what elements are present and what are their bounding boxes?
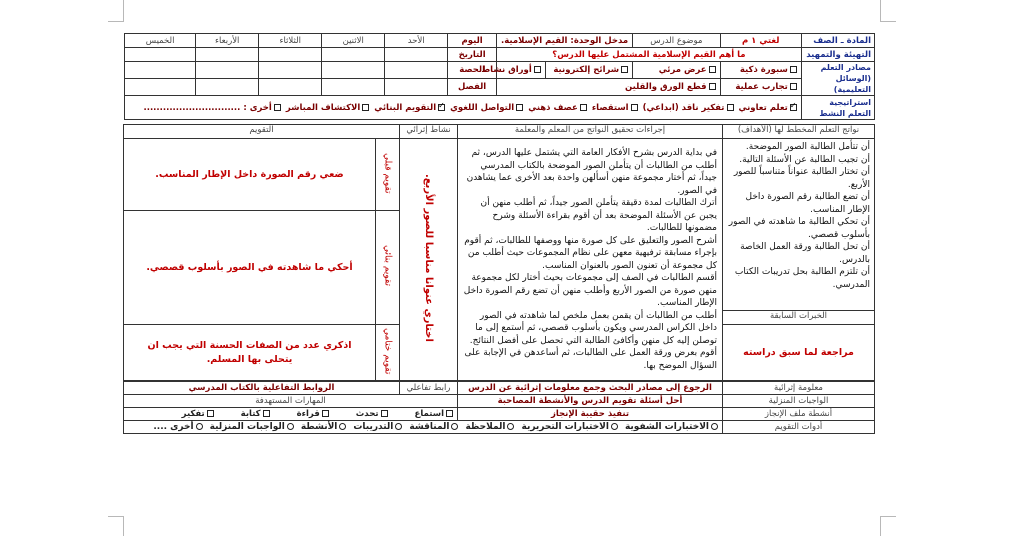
resource-item[interactable]: تجارب عملية xyxy=(720,79,801,96)
tool-option[interactable] xyxy=(301,422,348,432)
procedures-text xyxy=(458,139,723,381)
strategy-option[interactable] xyxy=(286,103,370,113)
strategy-label: التقويم البنائي xyxy=(374,102,437,113)
homework-label: الواجبات المنزلية xyxy=(723,395,875,408)
resource-item[interactable]: قطع الورق والقلين xyxy=(497,79,721,96)
checkbox-icon[interactable] xyxy=(790,83,797,90)
portfolio-label: أنشطة ملف الإنجاز xyxy=(723,408,875,421)
footer-table xyxy=(123,381,875,434)
skills-list xyxy=(124,408,458,421)
day-wednesday: الأربعاء xyxy=(196,34,259,48)
period-label: الحصة xyxy=(448,62,497,79)
strategies-list xyxy=(125,96,802,120)
tool-option[interactable] xyxy=(465,422,515,432)
subject-value: لغتي ١ م xyxy=(720,34,801,48)
evaluation-summative-text: اذكري عدد من الصفات الحسنة التي يجب ان يتحلى بها المسلم. xyxy=(123,325,375,381)
checkbox-icon[interactable] xyxy=(709,66,716,73)
period-cell[interactable] xyxy=(125,62,196,79)
checkbox-icon[interactable] xyxy=(790,66,797,73)
activity-cell xyxy=(400,139,458,381)
outcomes-line: أن تحل الطالبة ورقة العمل الخاصة بالدرس. xyxy=(740,242,870,265)
activity-header: نشاط إثرائي xyxy=(400,125,458,139)
date-cell[interactable] xyxy=(322,48,385,62)
strategy-option[interactable] xyxy=(592,103,639,113)
outcomes-line: أن تجيب الطالبة عن الأسئلة التالية. xyxy=(739,154,870,165)
tool-option[interactable] xyxy=(153,422,203,432)
tool-label: التدريبات xyxy=(353,422,394,432)
procedures-line: أقوم بعرض ورقة العمل على الطالبات، ثم أساعدهن في الإجابة على السؤال الموضح بها. xyxy=(464,348,717,371)
tool-label: الاختبارات الشفوية xyxy=(624,422,709,432)
checkbox-icon[interactable] xyxy=(446,410,453,417)
procedures-line: أطلب من الطالبات أن يقمن بعمل ملخص لما شاهدته في الصور داخل الكراس المدرسي ويكون بأسلوب قصصي، ثم أستمع إلى ما توصلن إليه كل منهن وأكافئ الطالبة التي تحصل على أفضل النتائج. xyxy=(469,310,717,346)
day-sunday: الأحد xyxy=(385,34,448,48)
radio-icon[interactable] xyxy=(287,423,294,430)
tool-label: الواجبات المنزلية xyxy=(209,422,285,432)
checkbox-icon[interactable] xyxy=(580,104,587,111)
class-label: الفصل xyxy=(448,79,497,96)
date-cell[interactable] xyxy=(196,48,259,62)
evaluation-type-pre: تقويم قبلي xyxy=(376,139,400,211)
strategies-label: استراتيجية التعلم النشط xyxy=(801,96,874,120)
strategy-label: تعلم تعاوني xyxy=(738,102,788,113)
skill-option[interactable] xyxy=(182,409,215,419)
class-cell[interactable] xyxy=(259,79,322,96)
tool-label: الاختبارات التحريرية xyxy=(521,422,609,432)
checkbox-icon[interactable] xyxy=(631,104,638,111)
class-cell[interactable] xyxy=(196,79,259,96)
lesson-plan-sheet xyxy=(124,33,875,434)
outcomes-header: نواتج التعلم المخطط لها (الأهداف) xyxy=(723,125,875,139)
procedures-line: أقسم الطالبات في الصف إلى مجموعات بحيث أختار لكل مجموعة منهن صورة من الصور الأربع وأطلب منهن أن تضع رقم الصورة داخل الإطار المناسب. xyxy=(463,273,717,308)
checkbox-icon[interactable] xyxy=(362,104,369,111)
radio-icon[interactable] xyxy=(451,423,458,430)
radio-icon[interactable] xyxy=(711,423,718,430)
checkbox-icon[interactable] xyxy=(709,83,716,90)
resource-item[interactable]: شرائح إلكترونية xyxy=(545,62,632,79)
radio-icon[interactable] xyxy=(339,423,346,430)
day-thursday: الخميس xyxy=(125,34,196,48)
date-cell[interactable] xyxy=(385,48,448,62)
strategy-option[interactable] xyxy=(528,103,588,113)
procedures-line: أترك الطالبات لمدة دقيقة يتأملن الصور جيداً، ثم أطلب منهن أن يجبن عن الأسئلة الموضحة بعد أن أقوم بقراءة الأسئلة وشرح مضمونها للطالبات. xyxy=(480,198,717,233)
skill-option[interactable] xyxy=(241,409,271,419)
tools-label: أدوات التقويم xyxy=(723,421,875,434)
margin-guide-left xyxy=(108,0,124,22)
intro-label: التهيئة والتمهيد xyxy=(801,48,874,62)
day-tuesday: الثلاثاء xyxy=(259,34,322,48)
tool-option[interactable] xyxy=(625,422,719,432)
skill-option[interactable] xyxy=(356,409,389,419)
resource-item[interactable]: عرض مرئي xyxy=(633,62,720,79)
skills-label: المهارات المستهدفة xyxy=(124,395,458,408)
checkbox-icon[interactable] xyxy=(534,66,541,73)
tools-list xyxy=(124,421,723,434)
outcomes-line: أن تحكي الطالبة ما شاهدته في الصور بأسلوب قصصي. xyxy=(728,217,870,240)
skill-label: تحدث xyxy=(355,409,379,419)
header-table xyxy=(124,33,875,120)
intro-value: ما أهم القيم الإسلامية المشتمل عليها الدرس؟ xyxy=(497,48,802,62)
period-cell[interactable] xyxy=(385,62,448,79)
day-label: اليوم xyxy=(448,34,497,48)
tool-option[interactable] xyxy=(521,422,618,432)
checked-box-icon[interactable] xyxy=(790,104,797,111)
radio-icon[interactable] xyxy=(507,423,514,430)
strategy-label: التواصل اللغوي xyxy=(450,102,515,113)
class-cell[interactable] xyxy=(125,79,196,96)
prior-knowledge-value: مراجعة لما سبق دراسته xyxy=(723,325,875,381)
tool-option[interactable] xyxy=(353,422,403,432)
checkbox-icon[interactable] xyxy=(621,66,628,73)
margin-guide-bottom-left xyxy=(108,516,124,536)
skill-option[interactable] xyxy=(297,409,330,419)
strategy-option[interactable] xyxy=(374,103,446,113)
skill-label: قراءة xyxy=(296,409,320,419)
strategy-label: تفكير ناقد (ابداعي) xyxy=(642,102,725,113)
tool-label: أخرى .... xyxy=(153,422,194,432)
tool-option[interactable] xyxy=(210,422,295,432)
topic-label: موضوع الدرس xyxy=(633,34,720,48)
homework-value: أحل أسئلة تقويم الدرس والأنشطة المصاحبة xyxy=(458,395,723,408)
evaluation-type-formative: تقويم بنائي xyxy=(376,211,400,325)
skill-label: استماع xyxy=(414,409,444,419)
class-cell[interactable] xyxy=(322,79,385,96)
tool-option[interactable] xyxy=(409,422,459,432)
period-cell[interactable] xyxy=(196,62,259,79)
evaluation-header: التقويم xyxy=(123,125,399,139)
checkbox-icon[interactable] xyxy=(727,104,734,111)
outcomes-list xyxy=(727,141,870,291)
outcomes-text xyxy=(723,139,875,311)
date-label: التاريخ xyxy=(448,48,497,62)
tool-label: المناقشة xyxy=(409,422,450,432)
outcomes-line: أن تختار الطالبة عنواناً متناسباً للصور الأربع. xyxy=(733,167,870,190)
strategy-label: استقصاء xyxy=(591,102,629,113)
strategy-option[interactable] xyxy=(739,103,798,113)
resource-item[interactable]: سبورة ذكية xyxy=(720,62,801,79)
procedures-line: أشرح الصور والتعليق على كل صورة منها ووصفها للطالبات، ثم أقوم بإجراء مسابقة ترفيهية معهن على نظام المجموعات حيث أطلب من كل مجموعة أن تعنون الصور بالعنوان المناسب. xyxy=(464,235,717,271)
strategy-option[interactable] xyxy=(643,103,735,113)
strategy-label: أخرى : .............................. xyxy=(143,102,272,113)
evaluation-type-summative: تقويم ختامي xyxy=(376,325,400,381)
period-cell[interactable] xyxy=(259,62,322,79)
radio-icon[interactable] xyxy=(395,423,402,430)
checkbox-icon[interactable] xyxy=(516,104,523,111)
link-label: رابط تفاعلي xyxy=(400,382,458,395)
outcomes-line: أن تضع الطالبة رقم الصورة داخل الإطار المناسب. xyxy=(745,192,870,215)
lesson-body-table xyxy=(123,124,875,381)
subject-label: المادة ـ الصف xyxy=(801,34,874,48)
procedures-line: في بداية الدرس بشرح الأفكار العامة التي يشتمل عليها الدرس، ثم أطلب من الطالبات أن يتأملن الصور الموضحة بالكتاب المدرسي جيداً، ثم أختار مجموعة منهن أسألهن واحدة بعد الأخرى عما يشاهدن في الصور. xyxy=(466,148,717,196)
resources-label: مصادر التعلم (الوسائل التعليمية) xyxy=(801,62,874,96)
radio-icon[interactable] xyxy=(196,423,203,430)
skill-label: تفكير xyxy=(181,409,205,419)
strategy-label: عصف ذهني xyxy=(528,102,578,113)
skill-option[interactable] xyxy=(415,409,454,419)
link-value[interactable]: الروابط التفاعلية بالكتاب المدرسي xyxy=(124,382,400,395)
radio-icon[interactable] xyxy=(611,423,618,430)
class-cell[interactable] xyxy=(385,79,448,96)
activity-text: اختاري عنوانا مناسبا للصور الأربع. xyxy=(423,174,434,342)
strategy-label: الاكتشاف المباشر xyxy=(285,102,361,113)
checkbox-icon[interactable] xyxy=(274,104,281,111)
checkbox-icon[interactable] xyxy=(322,410,329,417)
strategy-option[interactable] xyxy=(450,103,524,113)
evaluation-pre-text: ضعي رقم الصورة داخل الإطار المناسب. xyxy=(123,139,375,211)
procedures-header: إجراءات تحقيق النواتج من المعلم والمعلمة xyxy=(458,125,723,139)
topic-value: مدخل الوحدة: القيم الإسلامية. xyxy=(497,34,633,48)
checked-box-icon[interactable] xyxy=(438,104,445,111)
outcomes-line: أن تلتزم الطالبة بحل تدريبات الكتاب المدرسي. xyxy=(734,267,870,290)
evaluation-formative-text: أحكي ما شاهدته في الصور بأسلوب قصصي. xyxy=(123,211,375,325)
tool-label: الملاحظة xyxy=(465,422,506,432)
tool-label: الأنشطة xyxy=(300,422,338,432)
enrich-label: معلومة إثرائية xyxy=(723,382,875,395)
procedures-list xyxy=(463,147,717,372)
strategy-option[interactable] xyxy=(144,103,282,113)
margin-guide-bottom-right xyxy=(880,516,896,536)
date-cell[interactable] xyxy=(259,48,322,62)
date-cell[interactable] xyxy=(125,48,196,62)
skill-label: كتابة xyxy=(240,409,261,419)
checkbox-icon[interactable] xyxy=(381,410,388,417)
checkbox-icon[interactable] xyxy=(263,410,270,417)
enrich-value: الرجوع إلى مصادر البحث وجمع معلومات إثرائية عن الدرس xyxy=(458,382,723,395)
checkbox-icon[interactable] xyxy=(207,410,214,417)
margin-guide-right xyxy=(880,0,896,22)
prior-knowledge-label: الخبرات السابقة xyxy=(723,311,875,325)
portfolio-value: تنفيذ حقيبة الإنجاز xyxy=(458,408,723,421)
outcomes-line: أن تتأمل الطالبة الصور الموضحة. xyxy=(745,142,870,152)
resource-item[interactable]: أوراق نشاط xyxy=(497,62,546,79)
day-monday: الاثنين xyxy=(322,34,385,48)
period-cell[interactable] xyxy=(322,62,385,79)
